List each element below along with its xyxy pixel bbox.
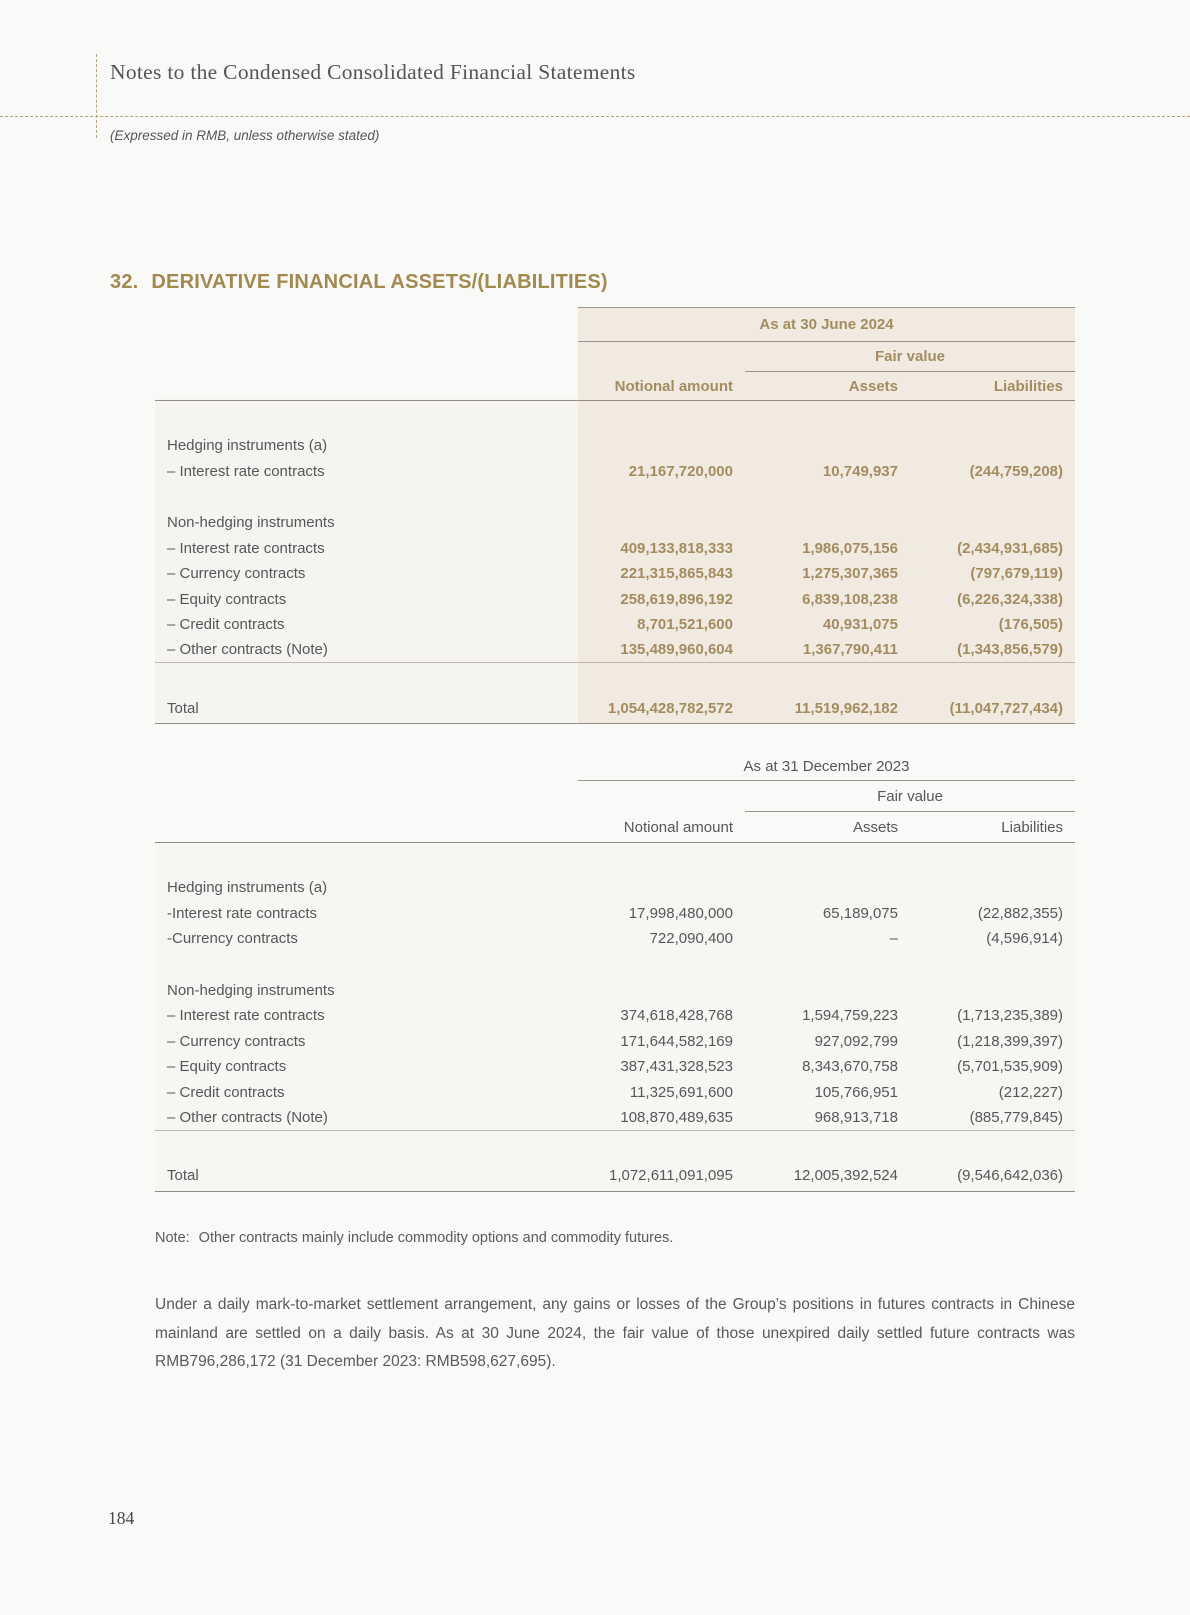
period-header-row [578,307,1075,342]
column-header-notional: Notional amount [614,377,733,395]
cell-liabilities: (1,713,235,389) [957,1007,1063,1025]
table-row [155,638,1075,664]
row-label: – Interest rate contracts [167,539,325,557]
cell-notional: 409,133,818,333 [620,539,733,557]
page-title: Notes to the Condensed Consolidated Financial Statements [110,60,636,84]
row-label: -Interest rate contracts [167,904,318,922]
cell-assets: 10,749,937 [822,462,898,480]
fair-value-header-row [745,342,1075,372]
table-row [155,1161,1075,1192]
cell-notional: 1,054,428,782,572 [607,699,733,717]
cell-assets: 1,986,075,156 [802,539,898,557]
section-title: DERIVATIVE FINANCIAL ASSETS/(LIABILITIES) [151,271,608,293]
note-text: Other contracts mainly include commodity options and commodity futures. [198,1230,674,1246]
cell-notional: 8,701,521,600 [637,616,733,634]
column-header-assets: Assets [852,818,898,836]
cell-liabilities: (176,505) [998,616,1063,634]
table-note [155,1230,1075,1246]
table-row [155,1105,1075,1131]
cell-notional: 21,167,720,000 [628,462,733,480]
cell-liabilities: (9,546,642,036) [957,1167,1063,1184]
cell-assets: 8,343,670,758 [802,1058,898,1076]
row-label: – Credit contracts [167,1083,285,1101]
table-row [155,561,1075,587]
row-label: – Other contracts (Note) [167,641,328,659]
cell-notional: 1,072,611,091,095 [608,1167,733,1184]
cell-liabilities: (4,596,914) [986,930,1063,948]
cell-liabilities: (885,779,845) [969,1108,1063,1126]
cell-notional: 221,315,865,843 [620,565,733,583]
period-label: As at 30 June 2024 [759,316,894,333]
row-label: Non-hedging instruments [167,981,335,999]
cell-assets: 1,594,759,223 [802,1007,898,1025]
row-label: Hedging instruments (a) [167,879,328,897]
row-label: – Other contracts (Note) [167,1108,328,1126]
row-label: – Equity contracts [167,1058,287,1076]
cell-notional: 11,325,691,600 [629,1083,733,1101]
table-header [155,752,1075,843]
cell-assets: – [889,930,898,948]
cell-assets: 1,367,790,411 [802,641,898,659]
table-row [155,901,1075,927]
row-label: -Currency contracts [167,930,298,948]
cell-assets: 927,092,799 [814,1032,898,1050]
column-header-notional: Notional amount [623,818,733,836]
table-row [155,926,1075,952]
cell-notional: 258,619,896,192 [620,590,733,608]
cell-assets: 105,766,951 [814,1083,898,1101]
cell-liabilities: (22,882,355) [977,904,1063,922]
fair-value-label: Fair value [877,787,943,805]
row-label: – Currency contracts [167,565,306,583]
cell-liabilities: (5,701,535,909) [957,1058,1063,1076]
table-header [155,307,1075,401]
cell-liabilities: (1,343,856,579) [957,641,1063,659]
fair-value-header-row [745,781,1075,812]
column-header-liabilities: Liabilities [1001,818,1063,836]
table-row [155,1029,1075,1055]
cell-assets: 6,839,108,238 [802,590,898,608]
table-row [155,510,1075,536]
table-row [155,433,1075,459]
section-number: 32. [110,271,139,293]
cell-notional: 17,998,480,000 [628,904,733,922]
period-header-row [578,752,1075,781]
cell-liabilities: (1,218,399,397) [957,1032,1063,1050]
table-row [155,536,1075,562]
row-label: – Credit contracts [167,616,285,634]
cell-liabilities: (212,227) [998,1083,1063,1101]
row-label: Total [167,699,199,717]
page-subtitle: (Expressed in RMB, unless otherwise stated) [110,128,380,143]
table-row [155,612,1075,638]
section-heading [110,271,608,294]
table-row [155,1080,1075,1106]
vertical-dashed-divider [96,54,97,138]
row-label: Non-hedging instruments [167,514,335,532]
table-row [155,978,1075,1004]
cell-liabilities: (11,047,727,434) [949,699,1063,717]
column-header-row [155,812,1075,843]
table-as-at-30-june-2024 [155,307,1075,724]
table-body [155,875,1075,1192]
row-label: Total [167,1167,199,1184]
cell-liabilities: (6,226,324,338) [957,590,1063,608]
row-label: – Currency contracts [167,1032,306,1050]
cell-assets: 968,913,718 [814,1108,898,1126]
cell-notional: 135,489,960,604 [620,641,733,659]
cell-notional: 374,618,428,768 [620,1007,733,1025]
cell-notional: 171,644,582,169 [620,1032,733,1050]
cell-liabilities: (244,759,208) [969,462,1063,480]
horizontal-dashed-divider [0,116,1190,117]
cell-liabilities: (797,679,119) [970,565,1063,583]
period-label: As at 31 December 2023 [743,757,910,775]
table-body [155,433,1075,724]
table-row [155,875,1075,901]
cell-assets: 65,189,075 [822,904,898,922]
row-label: – Interest rate contracts [167,462,325,480]
page-number: 184 [108,1508,135,1528]
column-header-liabilities: Liabilities [993,377,1063,395]
row-label: – Interest rate contracts [167,1007,325,1025]
table-as-at-31-december-2023 [155,752,1075,1192]
cell-liabilities: (2,434,931,685) [957,539,1063,557]
cell-assets: 40,931,075 [822,616,898,634]
cell-assets: 1,275,307,365 [802,565,898,583]
cell-notional: 722,090,400 [649,930,733,948]
cell-assets: 12,005,392,524 [793,1167,898,1184]
table-row [155,1054,1075,1080]
table-row [155,1003,1075,1029]
column-header-assets: Assets [848,377,898,395]
cell-assets: 11,519,962,182 [794,699,898,717]
row-label: – Equity contracts [167,590,287,608]
table-row [155,459,1075,485]
table-row [155,587,1075,613]
column-header-row [155,372,1075,401]
note-label: Note: [155,1230,190,1246]
cell-notional: 108,870,489,635 [620,1108,733,1126]
body-paragraph: Under a daily mark-to-market settlement arrangement, any gains or losses of the Group’s positions in futures contracts in Chinese mainland are settled on a daily basis. As at 30 June 2024, the fair value of those unexpired daily settled future contracts was RMB796,286,172 (31 December 2023: RMB598,627,695). [155,1296,1075,1370]
row-label: Hedging instruments (a) [167,437,328,455]
table-row [155,693,1075,724]
fair-value-label: Fair value [874,348,946,365]
cell-notional: 387,431,328,523 [620,1058,733,1076]
